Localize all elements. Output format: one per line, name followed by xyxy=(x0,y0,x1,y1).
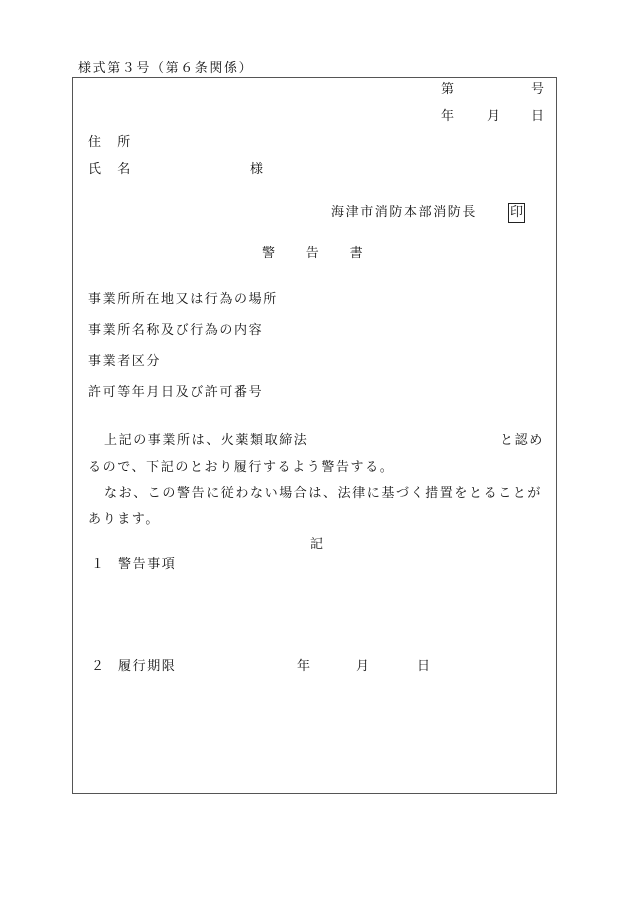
recipient-name-label: 氏 名 xyxy=(88,162,132,177)
document-number-suffix: 号 xyxy=(531,82,546,97)
body-line-1-end: と認め xyxy=(500,433,544,448)
document-number-prefix: 第 xyxy=(441,82,456,97)
item-1-label: 警告事項 xyxy=(118,557,177,572)
recipient-address-label: 住 所 xyxy=(88,135,132,150)
note-heading: 記 xyxy=(310,537,325,552)
date-month-label: 月 xyxy=(487,109,502,124)
seal-box: 印 xyxy=(508,203,525,223)
body-line-3: なお、この警告に従わない場合は、法律に基づく措置をとることが xyxy=(104,486,543,501)
date-day-label: 日 xyxy=(531,109,546,124)
item-1-number: １ xyxy=(91,557,106,572)
item-2-day-label: 日 xyxy=(417,659,432,674)
date-year-label: 年 xyxy=(441,109,456,124)
item-2-month-label: 月 xyxy=(356,659,371,674)
item-2-year-label: 年 xyxy=(297,659,312,674)
sender-title: 海津市消防本部消防長 xyxy=(331,205,478,220)
form-number: 様式第３号（第６条関係） xyxy=(78,61,254,76)
body-line-4: あります。 xyxy=(88,512,160,527)
field-label-business-category: 事業者区分 xyxy=(88,354,162,369)
recipient-honorific: 様 xyxy=(250,162,265,177)
body-line-2: るので、下記のとおり履行するよう警告する。 xyxy=(88,460,395,475)
item-2-number: ２ xyxy=(91,659,106,674)
item-2-label: 履行期限 xyxy=(118,659,177,674)
document-title: 警 告 書 xyxy=(262,246,365,261)
field-label-business-name: 事業所名称及び行為の内容 xyxy=(88,323,264,338)
body-line-1-start: 上記の事業所は、火薬類取締法 xyxy=(104,433,309,448)
field-label-permit: 許可等年月日及び許可番号 xyxy=(88,385,264,400)
field-label-location: 事業所所在地又は行為の場所 xyxy=(88,292,278,307)
